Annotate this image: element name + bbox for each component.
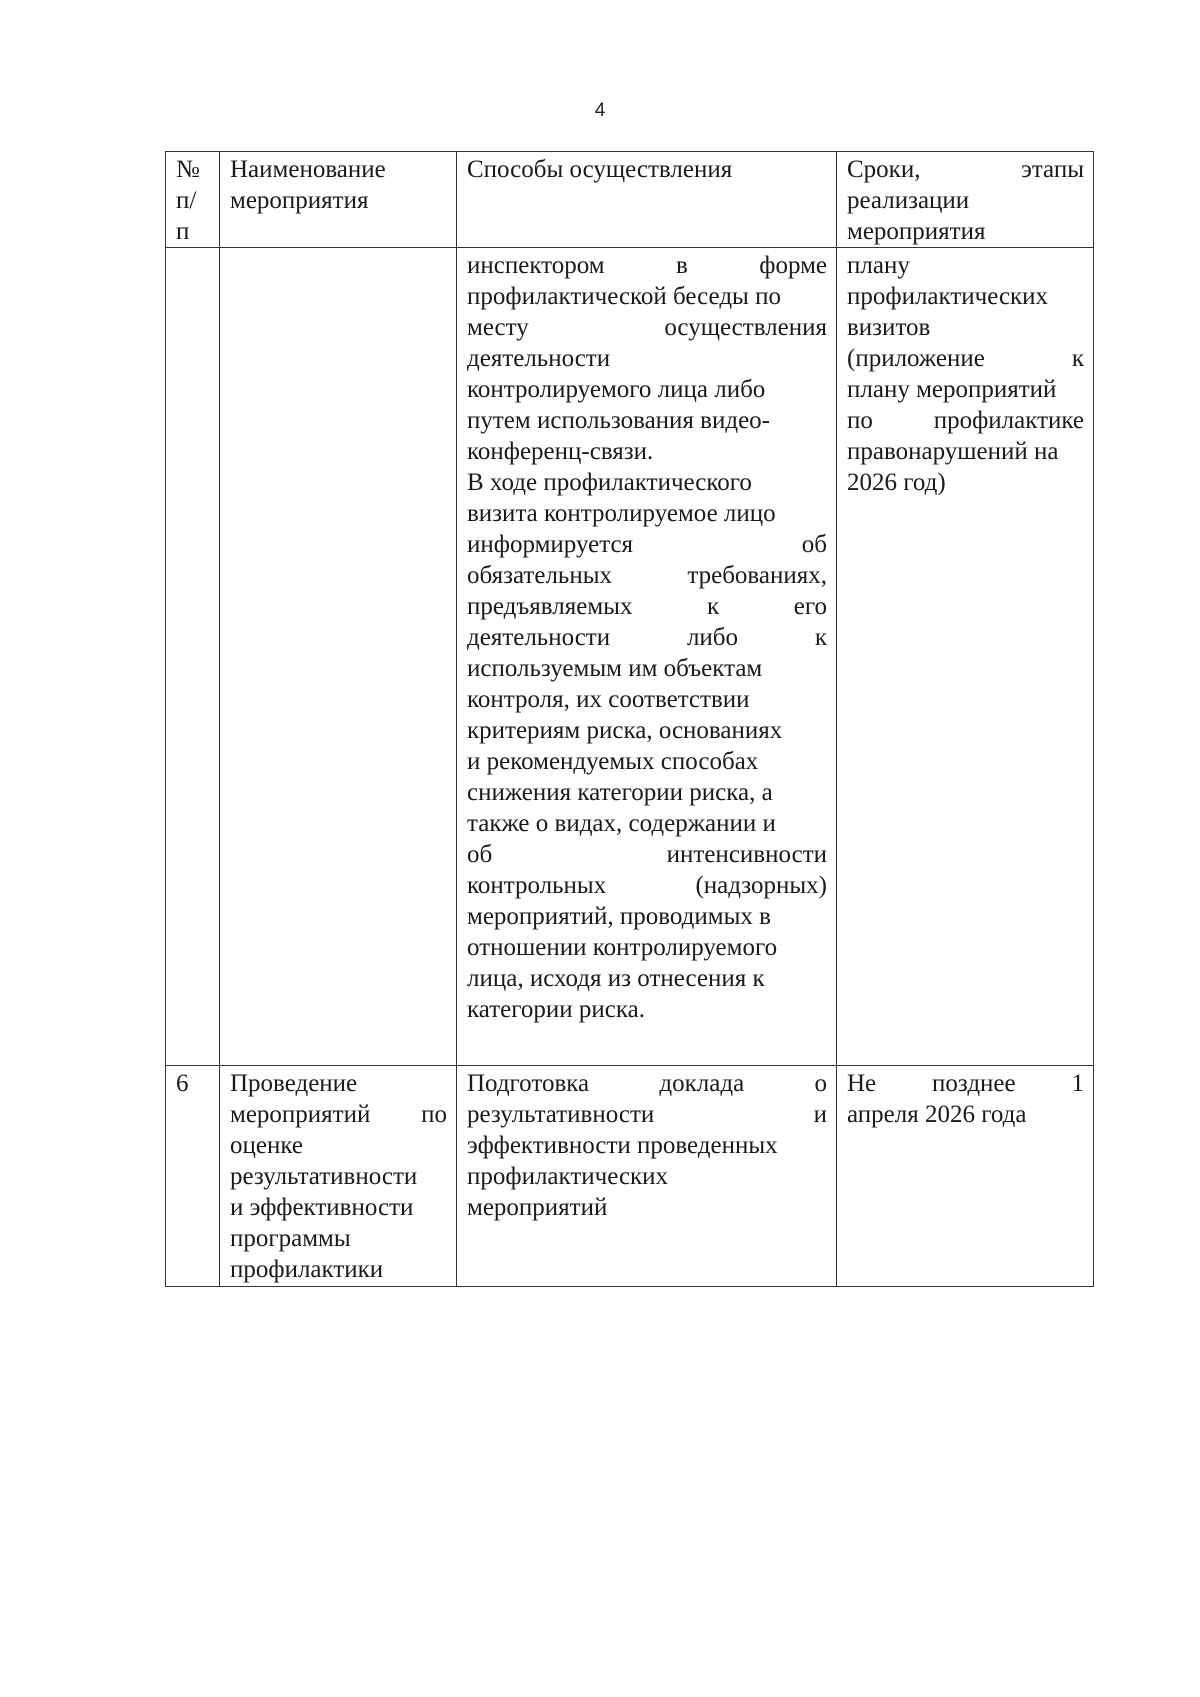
cell-word: к (814, 624, 827, 651)
table-row (166, 248, 1094, 1066)
cell-word: Сроки, (847, 156, 921, 183)
cell-line: визитов (847, 314, 931, 341)
cell-line: оценке (230, 1132, 303, 1159)
cell-line (467, 839, 827, 870)
cell-line (467, 1068, 827, 1099)
cell-line: и эффективности (230, 1194, 414, 1221)
row-terms-cell (837, 248, 1094, 1066)
cell-word: мероприятий (230, 1101, 371, 1128)
cell-line: программы (230, 1225, 351, 1252)
cell-word: (приложение (847, 345, 985, 372)
cell-line: п (176, 218, 190, 245)
cell-line: мероприятий, проводимых в (467, 903, 771, 930)
cell-word: деятельности (467, 624, 611, 651)
cell-word: доклада (659, 1070, 745, 1097)
row-name-cell (220, 248, 457, 1066)
header-num-cell (166, 152, 220, 248)
cell-line (467, 560, 827, 591)
row-num-cell (166, 248, 220, 1066)
cell-word: 1 (1071, 1070, 1084, 1097)
cell-line: путем использования видео- (467, 407, 771, 434)
cell-line (847, 343, 1084, 374)
cell-line: визита контролируемое лицо (467, 500, 776, 527)
cell-word: либо (686, 624, 739, 651)
cell-line: контроля, их соответствии (467, 686, 750, 713)
cell-line: также о видах, содержании и (467, 810, 776, 837)
cell-line: профилактической беседы по (467, 283, 781, 310)
cell-line: отношении контролируемого (467, 934, 778, 961)
cell-line: профилактических (847, 283, 1049, 310)
cell-line: профилактических (467, 1163, 669, 1190)
cell-line: критериям риска, основаниях (467, 717, 783, 744)
cell-line (467, 622, 827, 653)
cell-word: об (467, 841, 493, 868)
cell-line: снижения категории риска, а (467, 779, 773, 806)
cell-line: мероприятий (467, 1194, 608, 1221)
cell-word: профилактике (933, 407, 1084, 434)
cell-word: этапы (1021, 156, 1084, 183)
cell-line (230, 1099, 447, 1130)
cell-word: и (813, 1101, 827, 1128)
cell-word: требованиях, (687, 562, 827, 589)
cell-line: профилактики (230, 1256, 384, 1283)
cell-word: к (707, 593, 720, 620)
cell-line: эффективности проведенных (467, 1132, 778, 1159)
cell-word: о (814, 1070, 827, 1097)
cell-word: результативности (467, 1101, 655, 1128)
cell-word: предъявляемых (467, 593, 633, 620)
cell-line: Наименование (230, 156, 386, 183)
row-methods-cell (457, 1066, 837, 1287)
cell-word: об (801, 531, 827, 558)
cell-word: позднее (932, 1070, 1016, 1097)
cell-line: лица, исходя из отнесения к (467, 965, 765, 992)
cell-line (847, 154, 1084, 185)
cell-line: плану мероприятий (847, 376, 1057, 403)
cell-line: реализации (847, 187, 970, 214)
cell-line: Проведение (230, 1070, 358, 1097)
cell-word: осуществления (664, 314, 827, 341)
cell-line: плану (847, 252, 910, 279)
cell-line: конференц-связи. (467, 438, 654, 465)
cell-word: Не (847, 1070, 877, 1097)
cell-word: к (1071, 345, 1084, 372)
cell-word: инспектором (467, 252, 605, 279)
cell-line: мероприятия (847, 218, 986, 245)
cell-line (467, 1099, 827, 1130)
cell-line: 2026 год) (847, 469, 946, 496)
cell-line: контролируемого лица либо (467, 376, 766, 403)
row-terms-cell (837, 1066, 1094, 1287)
cell-line: правонарушений на (847, 438, 1059, 465)
page-number: 4 (594, 100, 606, 121)
row-methods-cell (457, 248, 837, 1066)
cell-line (847, 405, 1084, 436)
cell-word: форме (759, 252, 827, 279)
cell-word: обязательных (467, 562, 612, 589)
cell-line: деятельности (467, 345, 611, 372)
table-header-row (166, 152, 1094, 248)
cell-line: Способы осуществления (467, 156, 733, 183)
cell-word: месту (467, 314, 529, 341)
header-methods-cell (457, 152, 837, 248)
table-row (166, 1066, 1094, 1287)
cell-line (467, 529, 827, 560)
cell-line: используемым им объектам (467, 655, 763, 682)
cell-line (467, 870, 827, 901)
cell-line: апреля 2026 года (847, 1101, 1027, 1128)
cell-word: его (793, 593, 827, 620)
cell-word: контрольных (467, 872, 607, 899)
cell-line (847, 1068, 1084, 1099)
row-name-cell (220, 1066, 457, 1287)
header-terms-cell (837, 152, 1094, 248)
header-name-cell (220, 152, 457, 248)
cell-line (467, 312, 827, 343)
cell-word: в (676, 252, 688, 279)
cell-line: категории риска. (467, 996, 645, 1023)
cell-line: результативности (230, 1163, 418, 1190)
cell-word: интенсивности (666, 841, 827, 868)
cell-line (467, 591, 827, 622)
cell-line (467, 250, 827, 281)
cell-word: по (421, 1101, 447, 1128)
cell-line: В ходе профилактического (467, 469, 752, 496)
cell-word: (надзорных) (695, 872, 827, 899)
cell-line: мероприятия (230, 187, 369, 214)
cell-line: и рекомендуемых способах (467, 748, 759, 775)
row-num-cell: 6 (166, 1066, 220, 1287)
cell-word: информируется (467, 531, 634, 558)
cell-line: п/ (176, 187, 197, 214)
cell-word: по (847, 407, 873, 434)
cell-line: № (176, 156, 200, 183)
activities-table (165, 151, 1094, 1287)
cell-word: Подготовка (467, 1070, 590, 1097)
